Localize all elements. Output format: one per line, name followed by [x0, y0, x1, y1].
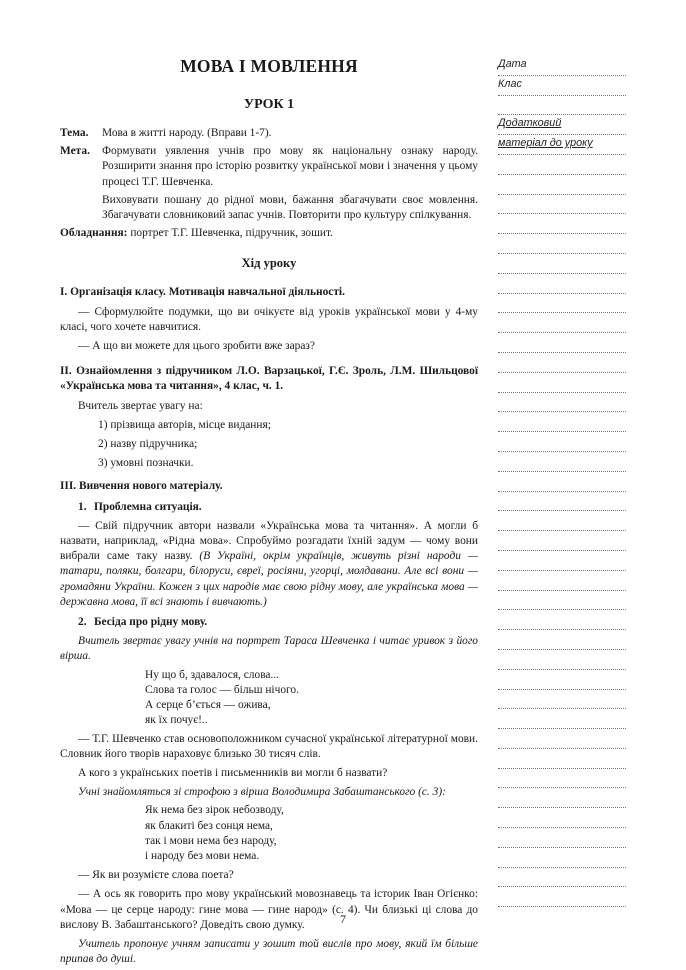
sidebar-row — [498, 393, 626, 413]
paragraph: Вчитель звертає увагу учнів на портрет Тараса Шевченка і читає уривок з його вірша. — [60, 635, 478, 663]
sidebar-row — [498, 709, 626, 729]
list — [60, 418, 478, 472]
paragraph-text: — Свій підручник автори назвали «Українська мова та читання». А могли б назвати, наприклад, «Рідна мова». Спробуймо розгадати їхній задум — чому вони вибрали саме таку назву. — [60, 519, 478, 563]
sidebar-row: Додатковий — [498, 115, 626, 135]
sidebar-row — [498, 353, 626, 373]
sidebar-row — [498, 788, 626, 808]
page-number: 7 — [340, 912, 346, 926]
sidebar-row — [498, 234, 626, 254]
poem-line: Ну що б, здавалося, слова... — [145, 668, 280, 681]
sidebar-row — [498, 571, 626, 591]
paragraph: — А ось як говорить про мову український мовознавець та історик Іван Огієнко: «Мова — це серце народу: гине мова — гине народ» (с. 4). Чи близькі ці слова до вислову В. Забаштанського? Доведіть свою думку. — [60, 888, 478, 931]
sidebar-row — [498, 630, 626, 650]
equipment-text: портрет Т.Г. Шевченка, підручник, зошит. — [130, 227, 333, 240]
sidebar-row — [498, 511, 626, 531]
sidebar-row — [498, 96, 626, 116]
paragraph: — Як ви розумієте слова поета? — [78, 869, 234, 882]
paragraph: Учні знайомляться зі строфою з вірша Володимира Забаштанського (с. 3): — [78, 786, 446, 799]
topic-block — [60, 126, 478, 141]
poem — [60, 803, 478, 864]
paragraph-italic: (В Україні, окрім українців, живуть різні народи — татари, поляки, болгари, білоруси, євреї, росіяни, угорці, молдавани. Але всі вони — громадяни України. Кожен з цих народів має свою рідну мову, але українська мова — державна мова, її всі знають і вивчають.) — [60, 550, 478, 608]
sidebar-row: Клас — [498, 76, 626, 96]
goal-label: Мета. — [60, 145, 90, 158]
sidebar-row — [498, 294, 626, 314]
subsection-heading — [60, 500, 478, 515]
goal-paragraph: Формувати уявлення учнів про мову як національну ознаку народу. Розширити знання про історію розвитку української мови і значення у цьому процесі Т.Г. Шевченка. — [102, 145, 478, 188]
paragraph: Учитель пропонує учням записати у зошит той вислів про мову, який їм більше припав до душі. — [60, 937, 478, 966]
section-heading: ІІІ. Вивчення нового матеріалу. — [60, 480, 223, 493]
sidebar-row — [498, 887, 626, 907]
sidebar-row — [498, 828, 626, 848]
sidebar-row: матеріал до уроку — [498, 135, 626, 155]
sidebar-row — [498, 333, 626, 353]
sidebar-row — [498, 808, 626, 828]
sidebar-row — [498, 214, 626, 234]
lesson-title: УРОК 1 — [243, 97, 295, 112]
paragraph: — Т.Г. Шевченко став основоположником сучасної української літературної мови. Словник його творів нараховує близько 30 тисяч слів. — [60, 732, 478, 760]
equipment-label: Обладнання: — [60, 227, 128, 240]
poem-line: як їх почує!.. — [145, 714, 208, 727]
topic-text: Мова в житті народу. (Вправи 1-7). — [102, 127, 272, 139]
sidebar-row — [498, 274, 626, 294]
sidebar-row — [498, 690, 626, 710]
goal-paragraph: Виховувати пошану до рідної мови, бажання збагачувати своє мовлення. Збагачувати словниковий запас учнів. Повторити про культуру спілкування. — [102, 193, 478, 222]
sidebar-row — [498, 155, 626, 175]
sidebar-row — [498, 472, 626, 492]
poem-line: як блакиті без сонця нема, — [145, 819, 273, 832]
sidebar-row: Дата — [498, 56, 626, 76]
sidebar-row — [498, 195, 626, 215]
sidebar-row — [498, 670, 626, 690]
poem-line: А серце б’ється — ожива, — [145, 699, 271, 712]
poem — [60, 668, 478, 729]
sidebar-row — [498, 175, 626, 195]
section-heading: ІІ. Ознайомлення з підручником Л.О. Варзацької, Г.Є. Зроль, Л.М. Шильцової «Українська мова та читання», 4 клас, ч. 1. — [60, 365, 478, 393]
sidebar-row — [498, 749, 626, 769]
subsection-title: Бесіда про рідну мову. — [94, 616, 208, 629]
paragraph: Вчитель звертає увагу на: — [78, 399, 203, 412]
sidebar-row — [498, 551, 626, 571]
paragraph: А кого з українських поетів і письменників ви могли б назвати? — [78, 766, 388, 779]
subsection-number: 2. — [78, 616, 87, 629]
sidebar-row — [498, 432, 626, 452]
paragraph: — А що ви можете для цього зробити вже зараз? — [78, 340, 315, 353]
lesson-content — [60, 56, 478, 967]
list-item: 3) умовні позначки. — [98, 457, 194, 470]
sidebar-row — [498, 313, 626, 333]
sidebar-row — [498, 373, 626, 393]
goal-block — [60, 144, 478, 223]
poem-line: так і мови нема без народу, — [145, 834, 277, 847]
topic-label: Тема. — [60, 127, 89, 139]
sidebar-row — [498, 729, 626, 749]
sidebar-row — [498, 868, 626, 888]
chapter-title: МОВА І МОВЛЕННЯ — [180, 56, 358, 76]
subsection-title: Проблемна ситуація. — [94, 500, 202, 513]
equipment-block — [60, 226, 478, 241]
poem-line: Слова та голос — більш нічого. — [145, 683, 299, 696]
sidebar-row — [498, 452, 626, 472]
sidebar-row — [498, 591, 626, 611]
sidebar-row — [498, 650, 626, 670]
list-item: 2) назву підручника; — [98, 438, 198, 451]
sidebar-row — [498, 610, 626, 630]
sidebar-row — [498, 254, 626, 274]
goal-text — [102, 144, 478, 223]
subsection-number: 1. — [78, 500, 87, 513]
sidebar-notes — [498, 56, 626, 907]
poem-line: Як нема без зірок небозводу, — [145, 804, 284, 817]
sidebar-row — [498, 412, 626, 432]
section-heading: І. Організація класу. Мотивація навчальної діяльності. — [60, 286, 345, 299]
poem-line: і народу без мови нема. — [145, 849, 260, 862]
sidebar-row — [498, 848, 626, 868]
subsection-heading — [60, 615, 478, 630]
sidebar-row — [498, 492, 626, 512]
sidebar-row — [498, 531, 626, 551]
course-heading: Хід уроку — [241, 256, 297, 271]
paragraph — [60, 519, 478, 610]
list-item: 1) прізвища авторів, місце видання; — [98, 418, 271, 431]
paragraph: — Сформулюйте подумки, що ви очікуєте від уроків української мови у 4-му класі, чого хочете навчитися. — [60, 305, 478, 333]
sidebar-row — [498, 769, 626, 789]
